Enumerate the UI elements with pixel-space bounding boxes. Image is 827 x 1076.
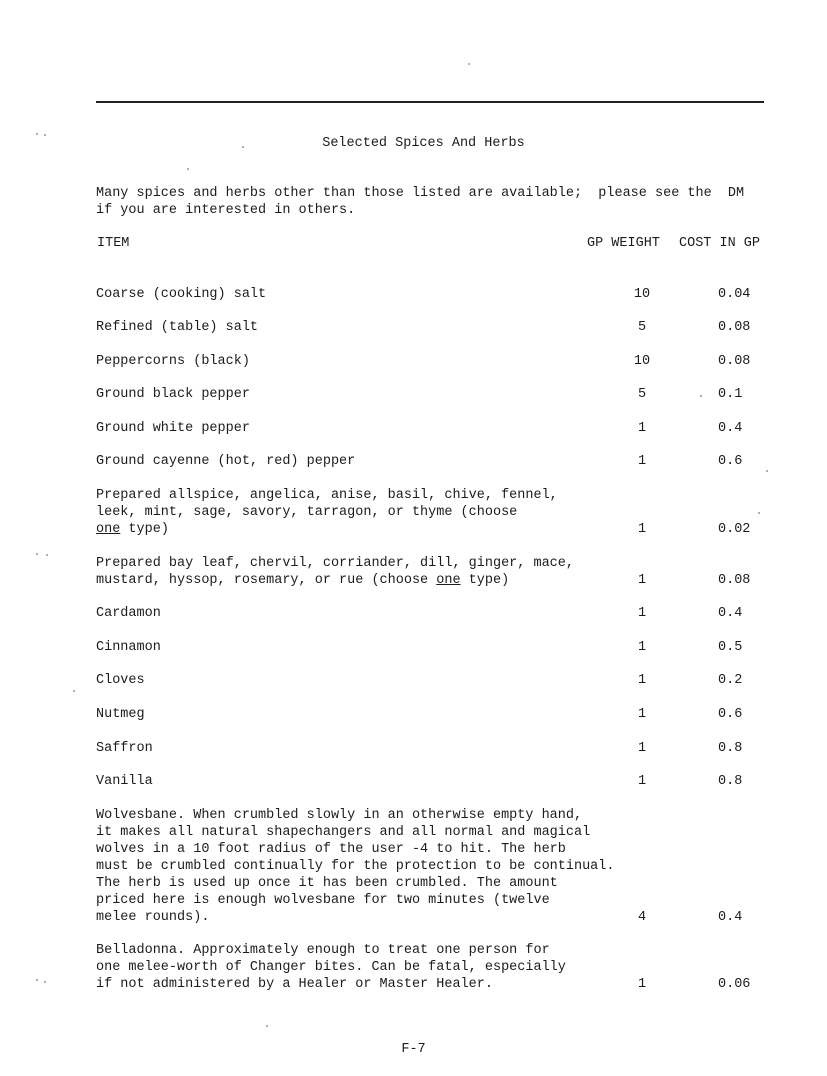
row-item-tail: type) bbox=[120, 522, 169, 537]
row-item: Ground cayenne (hot, red) pepper bbox=[96, 454, 356, 469]
row-weight: 1 bbox=[637, 707, 647, 722]
table-row bbox=[96, 386, 776, 403]
scan-speck bbox=[766, 470, 768, 472]
row-weight: 5 bbox=[637, 320, 647, 335]
table-row bbox=[96, 942, 776, 993]
scan-speck bbox=[468, 63, 470, 65]
table-row bbox=[96, 353, 776, 370]
column-header-item: ITEM bbox=[97, 236, 130, 251]
table-row bbox=[96, 420, 776, 437]
table-row bbox=[96, 773, 776, 790]
row-cost: 0.4 bbox=[718, 910, 743, 925]
intro-line-1: Many spices and herbs other than those listed are available; please see the DM bbox=[96, 186, 745, 201]
row-cost: 0.4 bbox=[718, 606, 743, 621]
row-item: Vanilla bbox=[96, 774, 153, 789]
row-weight: 1 bbox=[637, 774, 647, 789]
row-item-text: Prepared bay leaf, chervil, corriander, dill, ginger, mace, bbox=[96, 556, 574, 571]
table-row bbox=[96, 605, 776, 622]
row-item: Peppercorns (black) bbox=[96, 354, 250, 369]
page-title: Selected Spices And Herbs bbox=[322, 136, 525, 151]
row-weight: 10 bbox=[633, 354, 651, 369]
row-cost: 0.08 bbox=[718, 573, 751, 588]
row-cost: 0.8 bbox=[718, 741, 743, 756]
row-weight: 10 bbox=[633, 287, 651, 302]
row-item: Cloves bbox=[96, 673, 145, 688]
scan-speck bbox=[73, 690, 75, 692]
row-weight: 1 bbox=[637, 673, 647, 688]
table-row bbox=[96, 639, 776, 656]
row-item: Cinnamon bbox=[96, 640, 161, 655]
row-item-emphasis: one bbox=[96, 522, 121, 537]
row-item-text: Prepared allspice, angelica, anise, basil, chive, fennel, leek, mint, sage, savory, tarragon, or thyme (choose bbox=[96, 488, 558, 520]
table-row bbox=[96, 706, 776, 723]
scan-speck bbox=[700, 395, 702, 397]
row-item bbox=[96, 487, 636, 538]
row-cost: 0.04 bbox=[718, 287, 751, 302]
row-item: Belladonna. Approximately enough to treat one person for one melee-worth of Changer bites. Can be fatal, especially if not administered by a Healer or Master Healer. bbox=[96, 943, 566, 992]
row-cost: 0.06 bbox=[718, 977, 751, 992]
page-number: F-7 bbox=[401, 1042, 426, 1057]
scan-speck bbox=[44, 981, 46, 983]
row-weight: 1 bbox=[637, 640, 647, 655]
top-rule bbox=[96, 101, 764, 103]
row-cost: 0.4 bbox=[718, 421, 743, 436]
scan-speck bbox=[266, 1025, 268, 1027]
row-weight: 1 bbox=[637, 421, 647, 436]
row-cost: 0.5 bbox=[718, 640, 743, 655]
intro-paragraph bbox=[96, 185, 766, 219]
table-row bbox=[96, 740, 776, 757]
row-item: Refined (table) salt bbox=[96, 320, 259, 335]
row-item: Saffron bbox=[96, 741, 153, 756]
row-weight: 1 bbox=[637, 606, 647, 621]
scan-speck bbox=[36, 553, 38, 555]
scan-speck bbox=[242, 146, 244, 148]
scan-speck bbox=[44, 134, 46, 136]
row-weight: 4 bbox=[637, 910, 647, 925]
row-cost: 0.6 bbox=[718, 454, 743, 469]
scan-speck bbox=[36, 133, 38, 135]
row-item-emphasis: one bbox=[436, 573, 461, 588]
row-weight: 1 bbox=[637, 977, 647, 992]
row-item: Cardamon bbox=[96, 606, 161, 621]
row-cost: 0.08 bbox=[718, 354, 751, 369]
row-weight: 1 bbox=[637, 454, 647, 469]
row-item: Wolvesbane. When crumbled slowly in an otherwise empty hand, it makes all natural shapechangers and all normal and magical wolves in a 10 foot radius of the user -4 to hit. The herb must be crumbled continually for the protection to be continual. The herb is used up once it has been crumbled. The amount priced here is enough wolvesbane for two minutes (twelve melee rounds). bbox=[96, 808, 615, 925]
row-cost: 0.6 bbox=[718, 707, 743, 722]
scan-speck bbox=[36, 979, 38, 981]
row-cost: 0.2 bbox=[718, 673, 743, 688]
table-row bbox=[96, 487, 776, 538]
row-item: Ground black pepper bbox=[96, 387, 250, 402]
scan-speck bbox=[758, 512, 760, 514]
column-header-weight: GP WEIGHT bbox=[587, 236, 660, 251]
row-cost: 0.08 bbox=[718, 320, 751, 335]
row-weight: 1 bbox=[637, 522, 647, 537]
row-weight: 5 bbox=[637, 387, 647, 402]
table-row bbox=[96, 555, 776, 589]
scan-speck bbox=[187, 168, 189, 170]
table-row bbox=[96, 807, 776, 926]
table-row bbox=[96, 319, 776, 336]
row-item-tail: type) bbox=[460, 573, 510, 588]
row-cost: 0.1 bbox=[718, 387, 743, 402]
intro-line-2: if you are interested in others. bbox=[96, 203, 356, 218]
row-item-text-2: mustard, hyssop, rosemary, or rue (choose bbox=[96, 573, 437, 588]
row-weight: 1 bbox=[637, 573, 647, 588]
column-header-cost: COST IN GP bbox=[679, 236, 761, 251]
row-cost: 0.8 bbox=[718, 774, 743, 789]
row-cost: 0.02 bbox=[718, 522, 751, 537]
row-item: Nutmeg bbox=[96, 707, 145, 722]
table-row bbox=[96, 672, 776, 689]
row-item: Ground white pepper bbox=[96, 421, 250, 436]
scan-speck bbox=[46, 554, 48, 556]
row-weight: 1 bbox=[637, 741, 647, 756]
table-row bbox=[96, 286, 776, 303]
row-item bbox=[96, 555, 636, 589]
table-row bbox=[96, 453, 776, 470]
row-item: Coarse (cooking) salt bbox=[96, 287, 267, 302]
